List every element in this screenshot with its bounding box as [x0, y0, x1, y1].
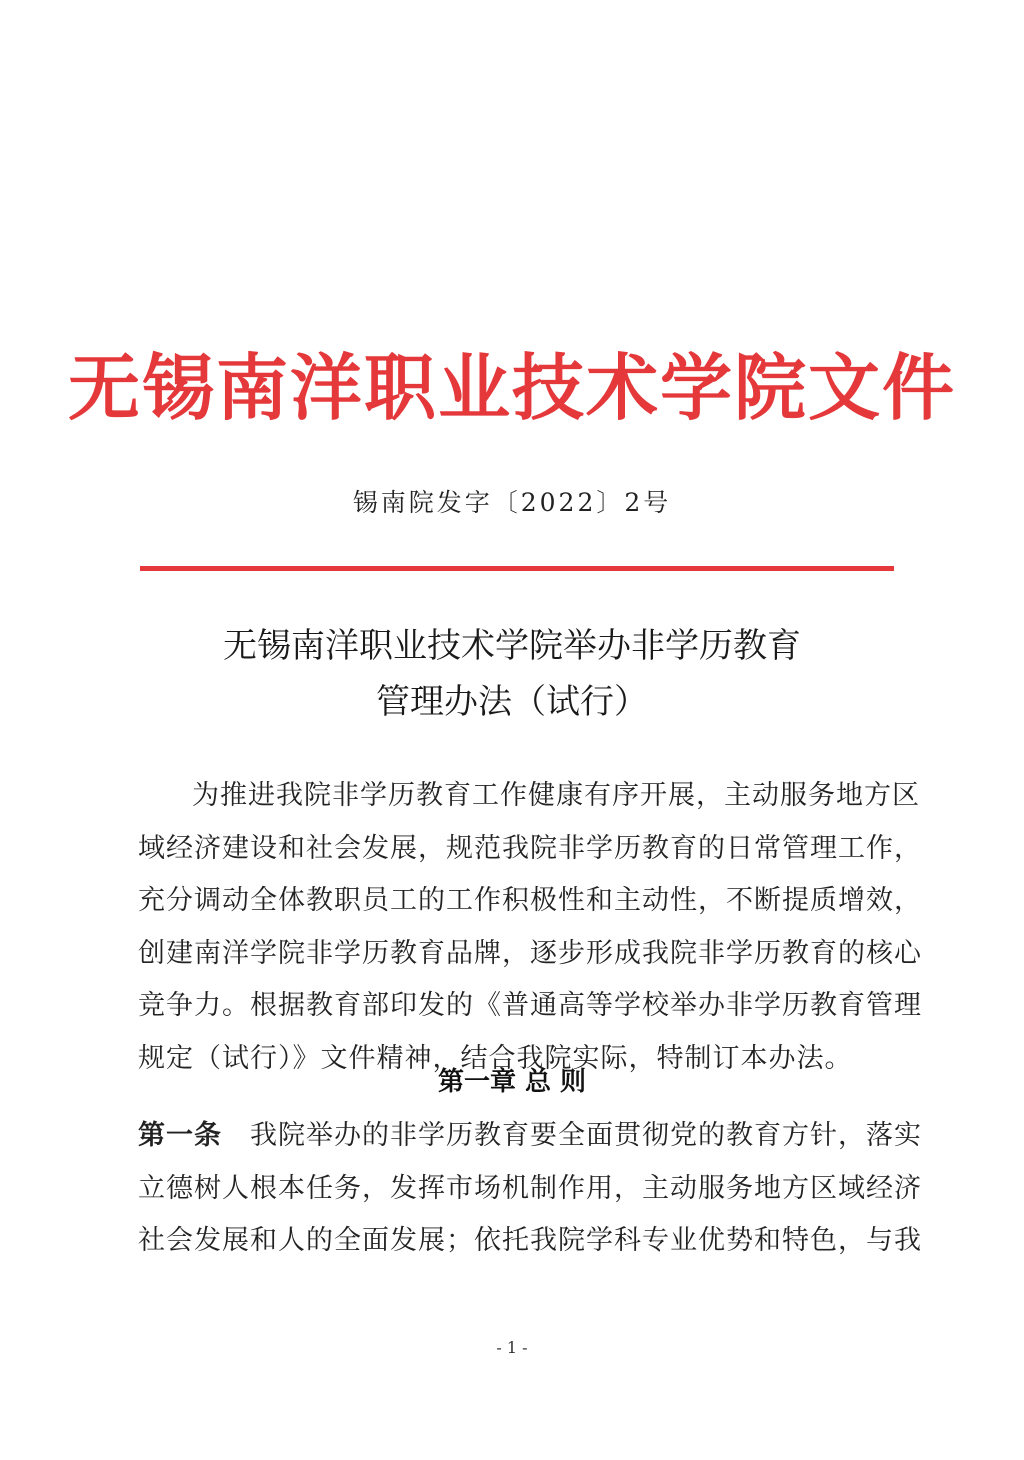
article-1-text-1: 我院举办的非学历教育要全面贯彻党的教育方针，落实	[250, 1120, 922, 1151]
intro-line: 规定（试行）》文件精神，结合我院实际，特制订本办法。	[138, 1042, 853, 1074]
intro-line: 域经济建设和社会发展，规范我院非学历教育的日常管理工作，	[138, 832, 922, 864]
intro-line: 充分调动全体教职员工的工作积极性和主动性，不断提质增效，	[138, 885, 922, 916]
institution-header-title: 无锡南洋职业技术学院文件	[67, 345, 956, 430]
red-divider-rule	[140, 566, 894, 571]
document-title	[0, 618, 1024, 730]
document-number: 锡南院发字〔2022〕2号	[352, 488, 672, 517]
intro-line: 竞争力。根据教育部印发的《普通高等学校举办非学历教育管理	[138, 990, 922, 1021]
intro-paragraph	[138, 770, 922, 1085]
chapter-heading: 第一章 总 则	[437, 1067, 587, 1097]
intro-line: 为推进我院非学历教育工作健康有序开展，主动服务地方区	[192, 780, 920, 811]
article-1	[138, 1110, 922, 1268]
article-1-line-3: 社会发展和人的全面发展；依托我院学科专业优势和特色，与我	[138, 1225, 922, 1256]
article-label: 第一条	[138, 1120, 222, 1151]
page-number: - 1 -	[496, 1338, 528, 1357]
article-1-line-1	[138, 1110, 922, 1163]
document-title-line-2: 管理办法（试行）	[376, 682, 648, 722]
intro-line: 创建南洋学院非学历教育品牌，逐步形成我院非学历教育的核心	[138, 937, 922, 969]
document-title-line-1: 无锡南洋职业技术学院举办非学历教育	[223, 626, 801, 666]
article-1-line-2: 立德树人根本任务，发挥市场机制作用，主动服务地方区域经济	[138, 1172, 922, 1204]
